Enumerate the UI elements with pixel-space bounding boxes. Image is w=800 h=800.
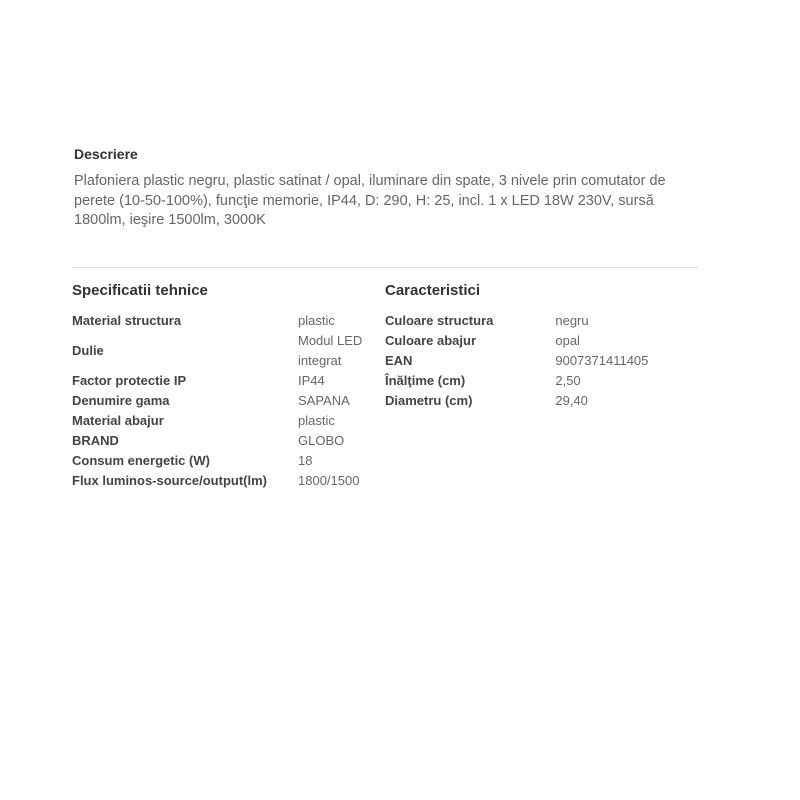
table-row bbox=[72, 451, 372, 471]
spec-label: Dulie bbox=[72, 343, 104, 358]
table-row bbox=[72, 371, 372, 391]
spec-value: Modul LED integrat bbox=[298, 333, 363, 368]
section-divider bbox=[72, 267, 698, 268]
characteristics-section bbox=[385, 280, 685, 411]
table-row bbox=[72, 471, 372, 491]
spec-value: plastic bbox=[298, 413, 335, 428]
table-row bbox=[385, 391, 685, 411]
characteristic-value: opal bbox=[555, 333, 580, 348]
spec-value: 1800/1500 bbox=[298, 473, 360, 488]
description-section bbox=[74, 145, 704, 231]
spec-value: SAPANA bbox=[298, 393, 350, 408]
characteristic-value: 9007371411405 bbox=[555, 353, 649, 368]
spec-value: 18 bbox=[298, 453, 313, 468]
characteristics-title: Caracteristici bbox=[385, 282, 481, 299]
spec-value: IP44 bbox=[298, 373, 325, 388]
characteristic-value: 29,40 bbox=[555, 393, 588, 408]
characteristic-value: negru bbox=[555, 313, 589, 328]
table-row bbox=[72, 331, 372, 371]
spec-label: Consum energetic (W) bbox=[72, 453, 210, 468]
table-row bbox=[385, 331, 685, 351]
description-text: Plafoniera plastic negru, plastic satinat / opal, iluminare din spate, 3 nivele prin comutator de perete (10-50-100%), funcţie memorie, IP44, D: 290, H: 25, incl. 1 x LED 18W 230V, sursă 1800lm, ieşire 1500lm, 3000K bbox=[74, 173, 666, 228]
technical-specs-section bbox=[72, 280, 372, 491]
technical-specs-title: Specificatii tehnice bbox=[72, 282, 208, 299]
spec-label: Factor protectie IP bbox=[72, 373, 187, 388]
characteristic-label: Culoare structura bbox=[385, 313, 494, 328]
spec-value: GLOBO bbox=[298, 433, 345, 448]
characteristic-label: Diametru (cm) bbox=[385, 393, 473, 408]
spec-label: Material structura bbox=[72, 313, 182, 328]
spec-label: BRAND bbox=[72, 433, 119, 448]
characteristic-value: 2,50 bbox=[555, 373, 581, 388]
description-title: Descriere bbox=[74, 146, 138, 162]
table-row bbox=[72, 431, 372, 451]
characteristic-label: Culoare abajur bbox=[385, 333, 477, 348]
spec-label: Flux luminos-source/output(lm) bbox=[72, 473, 267, 488]
characteristics-table bbox=[385, 311, 685, 411]
table-row bbox=[385, 371, 685, 391]
technical-specs-table bbox=[72, 311, 372, 491]
spec-label: Material abajur bbox=[72, 413, 164, 428]
table-row bbox=[385, 351, 685, 371]
spec-value: plastic bbox=[298, 313, 335, 328]
spec-label: Denumire gama bbox=[72, 393, 170, 408]
table-row bbox=[385, 311, 685, 331]
characteristic-label: EAN bbox=[385, 353, 413, 368]
table-row bbox=[72, 311, 372, 331]
characteristic-label: Înălţime (cm) bbox=[385, 373, 466, 388]
table-row bbox=[72, 411, 372, 431]
table-row bbox=[72, 391, 372, 411]
